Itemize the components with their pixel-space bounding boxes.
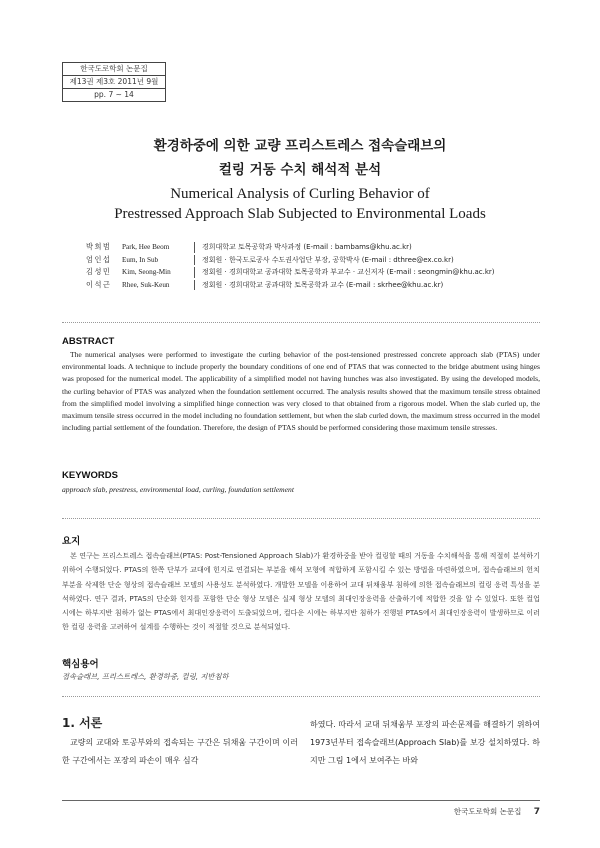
abstract-heading: ABSTRACT [62,336,115,347]
section-divider [62,322,540,323]
section1-left-column: 교량의 교대와 토공부와의 접속되는 구간은 뒤채움 구간이며 이러한 구간에서는 포장의 파손이 매우 심각 [62,738,298,765]
footer-journal-name: 한국도로학회 논문집 [453,807,522,816]
keywords-ko-heading: 핵심용어 [62,659,99,670]
section-divider [62,518,540,519]
keywords-ko-text: 접속슬래브, 프리스트레스, 환경하중, 컬링, 지반침하 [62,672,229,681]
abstract-text: The numerical analyses were performed to investigate the curling behavior of the post-tensioned prestressed concrete approach slab (PTAS) under environmental loads. A technique to include properly the boundary conditions of one end of PTAS that was connected to the bridge abutment using hinges was proposed for the numerical model. The applicability of a simplified model not having hunches was also investigated. By using the developed models, the curling behavior of PTAS was analyzed when the foundation settlement occurred. The analysis results showed that the maximum tensile stress obtained from the simplified model involving a simplified hinge connection was very closed to that obtained from a rigorous model. When the slab curled up, the maximum tensile stress occurred in the model including no foundation settlement, but when the slab curled down, the maximum stress occurred in the model including partial settlement of the foundation. Therefore, the design of PTAS should be performed considering those maximum tensile stresses. [62,350,540,433]
section1-heading: 1. 서론 [62,716,103,730]
keywords-text: approach slab, prestress, environmental load, curling, foundation settlement [62,485,294,494]
journal-name: 한국도로학회 논문집 [63,63,165,76]
journal-volume: 제13권 제3호 2011년 9월 [63,76,165,89]
section-divider [62,696,540,697]
author-row [86,266,556,279]
section1-right-column: 하였다. 따라서 교대 뒤채움부 포장의 파손문제를 해결하기 위하여 1973년부터 접속슬래브(Approach Slab)를 보강 설치하였다. 하지만 그림 1에서 보여주는 바와 [310,720,540,765]
author-row [86,279,556,292]
title-korean-line2: 컬링 거동 수치 해석적 분석 [218,162,382,178]
author-row [86,254,556,267]
keywords-heading: KEYWORDS [62,470,118,481]
author-affiliation: 정회원 · 경희대학교 공과대학 토목공학과 교수 (E-mail : skrhee@khu.ac.kr) [202,280,444,289]
author-affiliation: 정회원 · 한국도로공사 수도권사업단 부장, 공학박사 (E-mail : dthree@ex.co.kr) [202,255,454,264]
author-list [86,241,556,291]
title-korean-line1: 환경하중에 의한 교량 프리스트레스 접속슬래브의 [153,138,447,154]
journal-info-box [62,62,166,102]
page-footer [454,806,540,817]
author-separator [194,255,195,266]
author-name-ko: 엄인섭 [86,254,112,264]
author-name-ko: 김성민 [86,267,112,276]
author-separator [194,280,195,291]
author-name-en: Rhee, Suk-Keun [122,280,170,289]
author-name-en: Park, Hee Beom [122,243,170,251]
author-affiliation: 정회원 · 경희대학교 공과대학 토목공학과 부교수 · 교신저자 (E-mail : seongmin@khu.ac.kr) [202,268,495,276]
author-name-en: Kim, Seong-Min [122,268,171,276]
author-name-ko: 박희범 [86,242,112,251]
title-english-line1: Numerical Analysis of Curling Behavior of [170,186,430,202]
yoji-heading: 요지 [62,536,81,547]
author-separator [194,267,195,278]
page-number: 7 [533,807,540,817]
author-separator [194,242,195,253]
author-name-ko: 이석근 [86,279,112,289]
yoji-text: 본 연구는 프리스트레스 접속슬래브(PTAS: Post-Tensioned Approach Slab)가 환경하중을 받아 컬링할 때의 거동을 수치해석을 통해 적절히 분석하기 위하여 수행되었다. PTAS의 한쪽 단부가 교대에 힌지로 연결되는 부분을 해석 모형에 적합하게 포함시킬 수 있는 방법을 마련하였으며, 접속슬래브의 헌치 부분을 삭제한 단순 형상의 접속슬래브 모델의 사용성도 분석하였다. 개발한 모델을 이용하여 교대 뒤채움부 침하에 의한 접속슬래브의 컬링 응력 특성을 분석하였다. 연구 결과, PTAS의 단순화 힌지를 포함한 단순 형상 모델은 실제 형상 모델의 최대인장응력을 산출하기에 적합한 것을 알 수 있었다. 또한 컬업 시에는 하부지반 침하가 없는 PTAS에서 최대인장응력이 도출되었으며, 컬다운 시에는 하부지반 침하가 진행된 PTAS에서 최대인장응력이 발생하므로 이러한 컬링 응력을 고려하여 설계를 수행하는 것이 적절할 것으로 분석되었다. [62,551,540,632]
journal-pages: pp. 7 ~ 14 [94,90,134,99]
author-row [86,241,556,254]
title-english-line2: Prestressed Approach Slab Subjected to Environmental Loads [114,206,486,222]
author-name-en: Eum, In Sub [122,255,159,264]
author-affiliation: 경희대학교 토목공학과 박사과정 (E-mail : bambams@khu.ac.kr) [202,243,412,251]
